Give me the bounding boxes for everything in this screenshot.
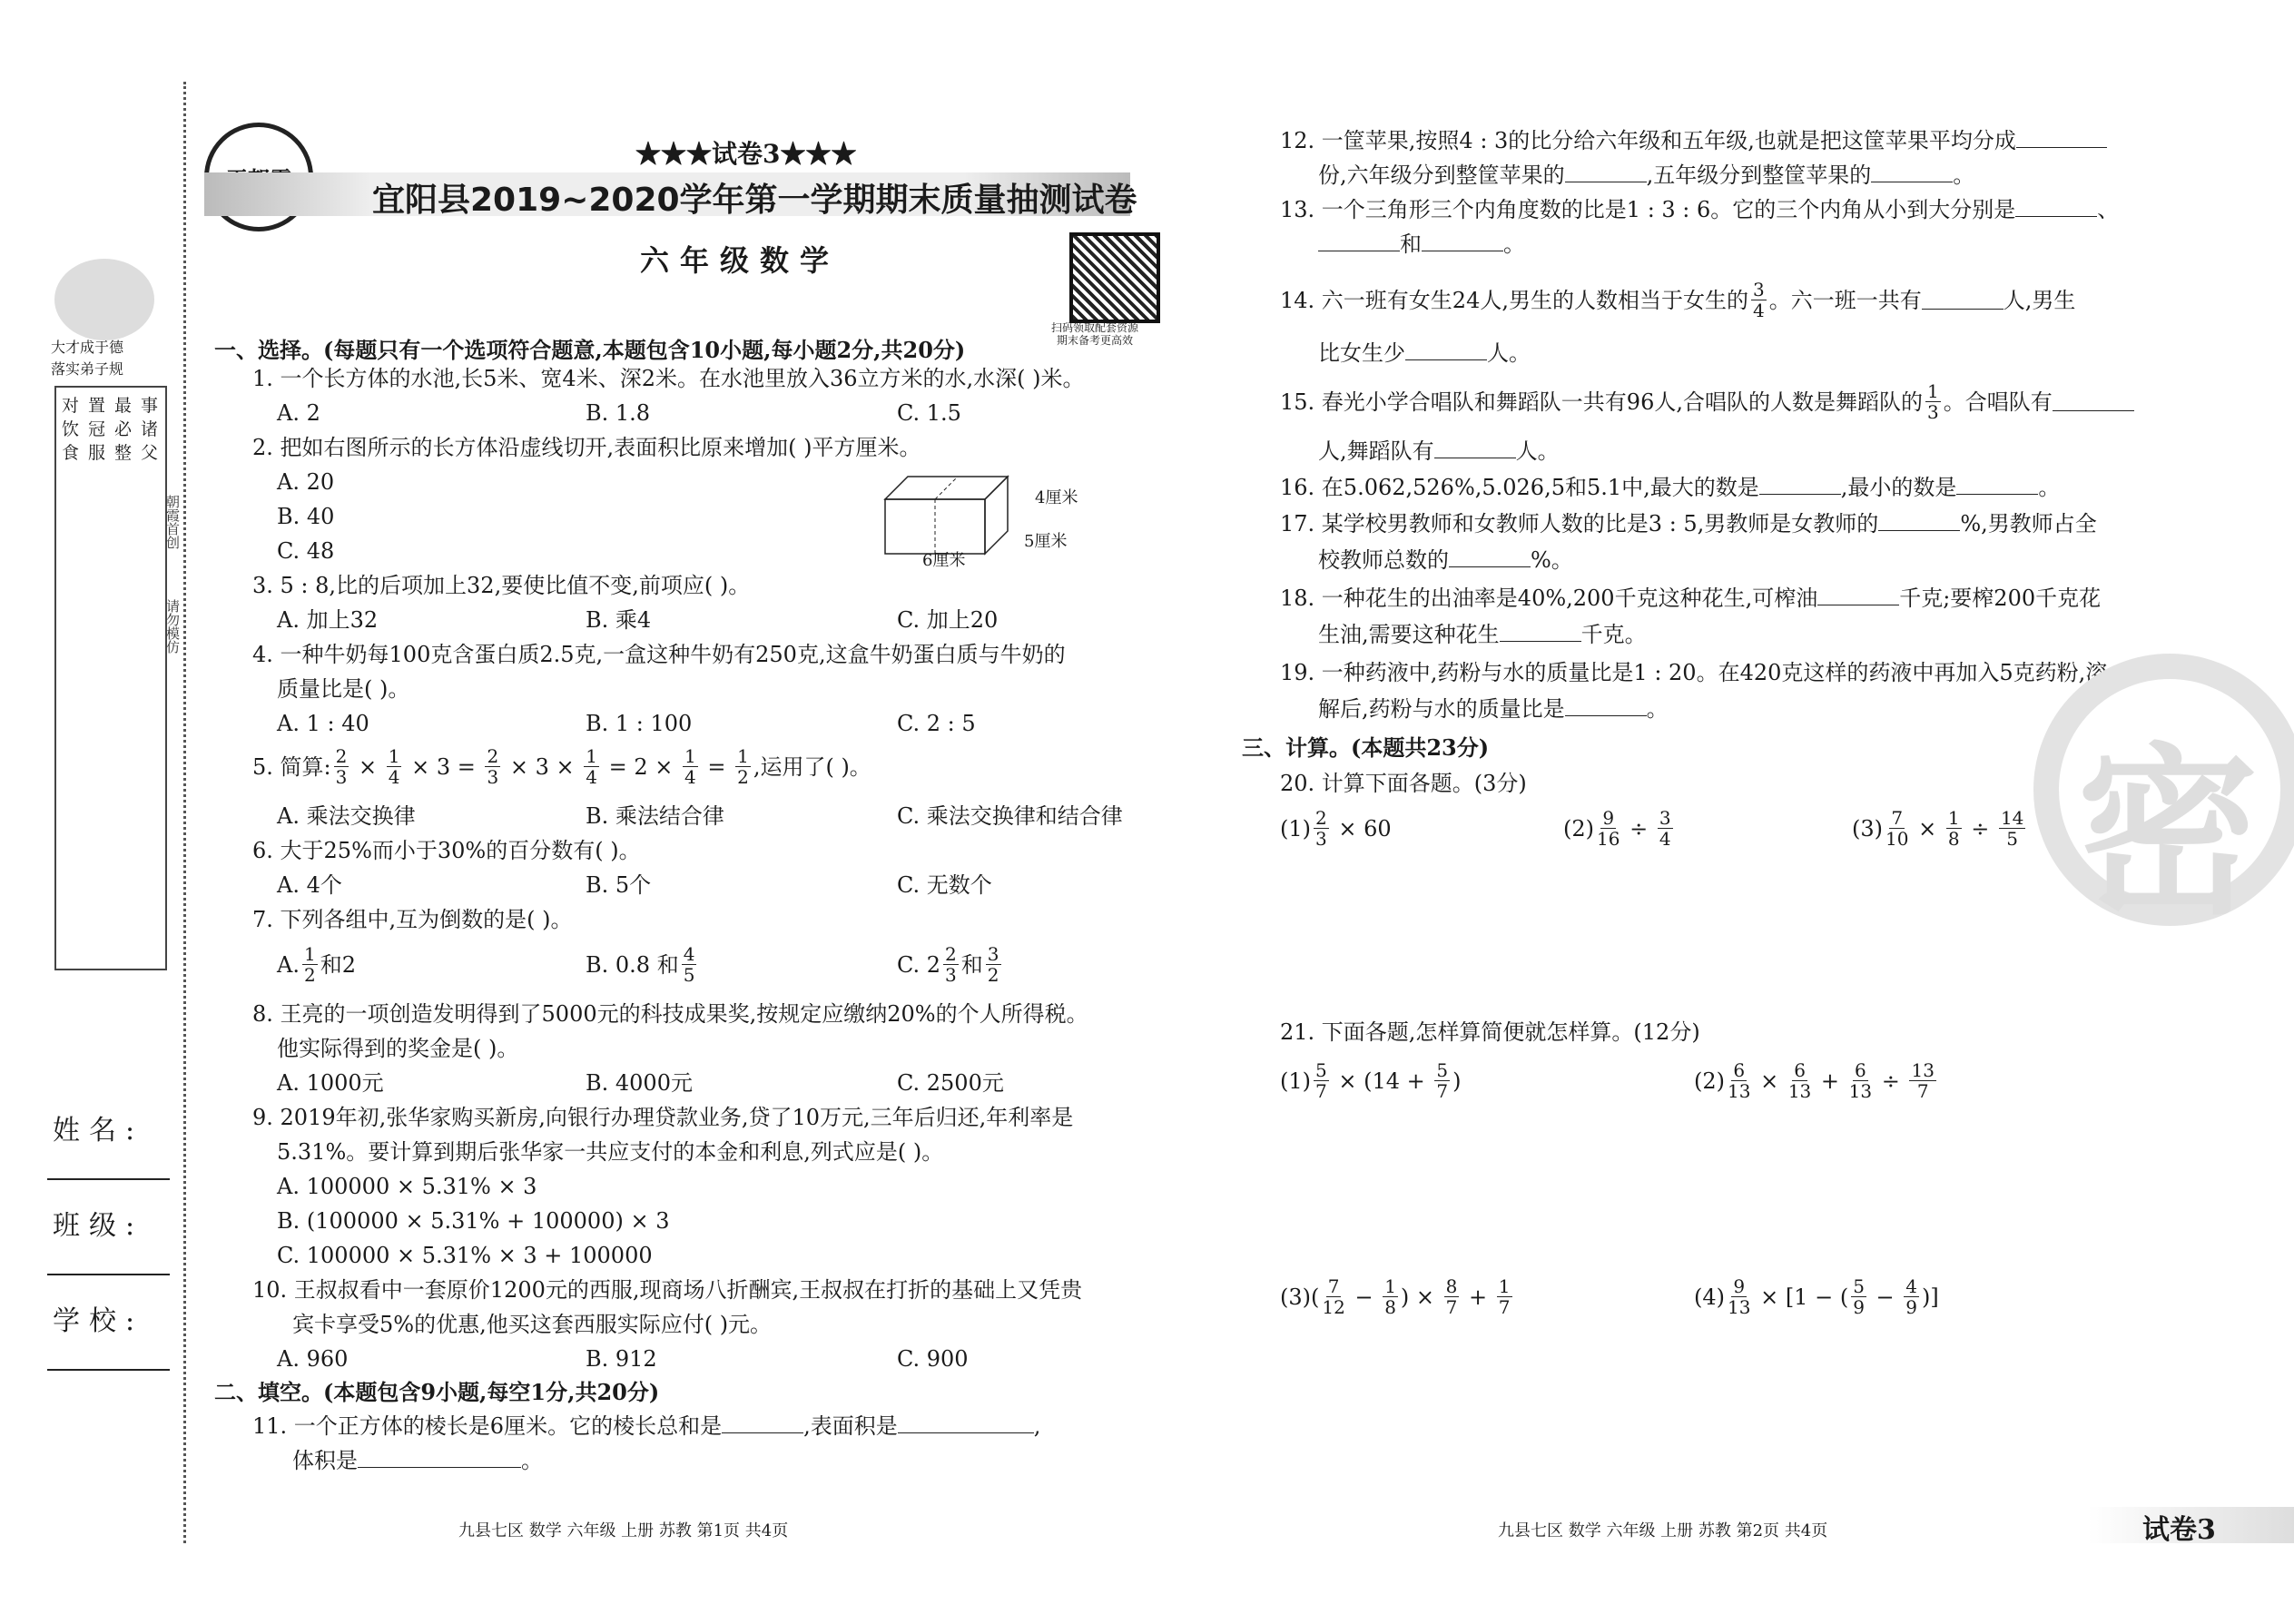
q15-text: 。合唱队有 <box>1943 389 2053 415</box>
fraction: $\frac{1}{4}$ <box>388 745 400 788</box>
q9-line2: 5.31%。要计算到期后张华家一共应支付的本金和利息,列式应是( )。 <box>277 1139 944 1165</box>
q21-item-3: (3)( $\frac{7}{12}$ − $\frac{1}{8}$ ) × $\frac{8}{7}$ + $\frac{1}{7}$ <box>1280 1275 1511 1318</box>
fraction: $\frac{9}{16}$ <box>1597 807 1620 850</box>
q7-a-label: A. <box>277 951 300 978</box>
qr-caption-1: 扫码领取配套资源 <box>1051 321 1139 334</box>
q4-line1: 4. 一种牛奶每100克含蛋白质2.5克,一盒这种牛奶有250克,这盒牛奶蛋白质与牛奶的 <box>252 642 1066 667</box>
q8-option-b[interactable]: B. 4000元 <box>586 1070 693 1096</box>
fig-label-length: 6厘米 <box>922 551 966 570</box>
q11-text: 。 <box>521 1448 543 1473</box>
q6-option-b[interactable]: B. 5个 <box>586 872 652 898</box>
q6-option-c[interactable]: C. 无数个 <box>897 872 992 898</box>
q12-text: 12. 一筐苹果,按照4 : 3的比分给六年级和五年级,也就是把这筐苹果平均分成 <box>1280 128 2016 153</box>
q8-line1: 8. 王亮的一项创造发明得到了5000元的科技成果奖,按规定应缴纳20%的个人所得税。 <box>252 1001 1088 1027</box>
q15-text: 人,舞蹈队有 <box>1318 438 1434 464</box>
answer-blank[interactable] <box>2016 129 2107 148</box>
fraction: $\frac{5}{7}$ <box>1436 1059 1449 1102</box>
motto-char: 饮 <box>62 419 80 439</box>
q7: 7. 下列各组中,互为倒数的是( )。 <box>252 907 573 932</box>
q1-option-b[interactable]: B. 1.8 <box>586 400 651 426</box>
q13-text: 。 <box>1503 231 1525 257</box>
q9-option-a[interactable]: A. 100000 × 5.31% × 3 <box>277 1174 537 1199</box>
motto-char: 诸 <box>141 419 159 439</box>
q7-c-label: C. 2 <box>897 951 941 978</box>
q5-option-c[interactable]: C. 乘法交换律和结合律 <box>897 803 1123 829</box>
section2-heading: 二、填空。(本题包含9小题,每空1分,共20分) <box>214 1379 660 1405</box>
q11-text: 体积是 <box>292 1448 358 1473</box>
q18-text: 千克;要榨200千克花 <box>1899 586 2102 611</box>
q19-text: 解后,药粉与水的质量比是 <box>1318 696 1565 722</box>
q17-text: %,男教师占全 <box>1960 511 2097 536</box>
answer-blank[interactable] <box>1434 439 1516 458</box>
fraction: $\frac{3}{4}$ <box>1659 807 1671 850</box>
q21-item-2: (2) $\frac{6}{13}$ × $\frac{6}{13}$ + $\frac{6}{13}$ ÷ $\frac{13}{7}$ <box>1694 1059 1935 1102</box>
footer-tag: 试卷3 <box>2142 1514 2216 1546</box>
q15-line1 <box>1280 381 2134 422</box>
q10-option-b[interactable]: B. 912 <box>586 1346 657 1372</box>
footer-right: 九县七区 数学 六年级 上册 苏教 第2页 共4页 <box>1498 1521 1828 1540</box>
q10-option-c[interactable]: C. 900 <box>897 1346 969 1372</box>
q10-option-a[interactable]: A. 960 <box>277 1346 349 1372</box>
q17-text: 17. 某学校男教师和女教师人数的比是3 : 5,男教师是女教师的 <box>1280 511 1879 536</box>
q2-option-a[interactable]: A. 20 <box>277 469 335 495</box>
class-field[interactable] <box>47 1274 170 1275</box>
fraction: $\frac{1}{8}$ <box>1384 1275 1396 1318</box>
q18-text: 生油,需要这种花生 <box>1318 622 1500 647</box>
fraction: $\frac{1}{2}$ <box>737 745 749 788</box>
q12-line2 <box>1318 158 1974 192</box>
fraction: $\frac{4}{5}$ <box>683 943 695 986</box>
fraction: $\frac{1}{8}$ <box>1947 807 1960 850</box>
q16 <box>1280 470 2060 505</box>
stamp-char: 密 <box>2077 726 2260 940</box>
q13-text: 、 <box>2097 197 2120 222</box>
q6: 6. 大于25%而小于30%的百分数有( )。 <box>252 838 641 863</box>
q3-option-a[interactable]: A. 加上32 <box>277 607 379 633</box>
q13-text: 13. 一个三角形三个内角度数的比是1 : 3 : 6。它的三个内角从小到大分别是 <box>1280 197 2016 222</box>
answer-blank[interactable] <box>722 1414 803 1433</box>
q14-text: 人,男生 <box>2003 287 2076 313</box>
q19-text: 。 <box>1646 696 1669 722</box>
motto-1: 大才成于德 <box>51 339 124 356</box>
q9-line1: 9. 2019年初,张华家购买新房,向银行办理贷款业务,贷了10万元,三年后归还,年利率是 <box>252 1105 1074 1130</box>
q17-text: 校教师总数的 <box>1318 547 1449 573</box>
q3: 3. 5 : 8,比的后项加上32,要使比值不变,前项应( )。 <box>252 573 751 598</box>
q10-line2: 宾卡享受5%的优惠,他买这套西服实际应付( )元。 <box>292 1312 773 1337</box>
q15-text: 15. 春光小学合唱队和舞蹈队一共有96人,合唱队的人数是舞蹈队的 <box>1280 389 1923 415</box>
motto-box <box>54 386 167 970</box>
q12-line1 <box>1280 123 2107 158</box>
q1: 1. 一个长方体的水池,长5米、宽4米、深2米。在水池里放入36立方米的水,水深( )米。 <box>252 366 1085 391</box>
q4-option-b[interactable]: B. 1 : 100 <box>586 711 693 736</box>
q1-option-a[interactable]: A. 2 <box>277 400 320 426</box>
paper-series: ★★★试卷3★★★ <box>635 139 857 169</box>
answer-blank[interactable] <box>1871 163 1953 182</box>
fraction: $\frac{2}{3}$ <box>487 745 499 788</box>
q14-line1 <box>1280 280 2075 320</box>
answer-blank[interactable] <box>1405 341 1487 360</box>
motto-char: 冠 <box>88 419 106 439</box>
school-field[interactable] <box>47 1369 170 1371</box>
fraction: $\frac{2}{3}$ <box>335 745 348 788</box>
q14-text: 比女生少 <box>1318 340 1405 366</box>
q12-text: ,五年级分到整筐苹果的 <box>1646 162 1872 188</box>
q7-option-b[interactable] <box>586 944 699 985</box>
fraction: $\frac{9}{13}$ <box>1728 1275 1751 1318</box>
q5-option-a[interactable]: A. 乘法交换律 <box>277 803 416 829</box>
q4-option-c[interactable]: C. 2 : 5 <box>897 711 976 736</box>
fraction: $\frac{1}{4}$ <box>586 745 597 788</box>
q8-option-c[interactable]: C. 2500元 <box>897 1070 1004 1096</box>
school-label: 学校: <box>53 1305 144 1337</box>
fig-label-height: 4厘米 <box>1035 488 1078 507</box>
q19-line2 <box>1318 692 1669 726</box>
q11-text: , <box>1033 1413 1041 1439</box>
q14-line2 <box>1318 336 1531 370</box>
footer-left: 九县七区 数学 六年级 上册 苏教 第1页 共4页 <box>458 1521 789 1540</box>
answer-blank[interactable] <box>1318 232 1400 251</box>
answer-blank[interactable] <box>1759 476 1841 495</box>
q21-item-1: (1) $\frac{5}{7}$ × (14 + $\frac{5}{7}$ ) <box>1280 1059 1462 1102</box>
fraction: $\frac{1}{4}$ <box>684 745 696 788</box>
q12-text: 份,六年级分到整筐苹果的 <box>1318 162 1565 188</box>
answer-blank[interactable] <box>1565 697 1647 716</box>
q3-option-c[interactable]: C. 加上20 <box>897 607 999 633</box>
answer-blank[interactable] <box>898 1414 1034 1433</box>
q7-option-a[interactable] <box>277 944 356 985</box>
motto-char: 服 <box>88 443 106 463</box>
q2-option-b[interactable]: B. 40 <box>277 504 335 529</box>
fig-label-width: 5厘米 <box>1024 532 1068 551</box>
answer-blank[interactable] <box>1922 290 2004 310</box>
page-title: 宜阳县2019~2020学年第一学期期末质量抽测试卷 <box>372 182 1137 219</box>
fraction: $\frac{6}{13}$ <box>1787 1059 1812 1102</box>
fraction: $\frac{6}{13}$ <box>1848 1059 1873 1102</box>
answer-blank[interactable] <box>1956 476 2038 495</box>
q15-line2 <box>1318 434 1560 468</box>
q21: 21. 下面各题,怎样算简便就怎样算。(12分) <box>1280 1019 1700 1045</box>
q18-text: 千克。 <box>1580 622 1647 647</box>
answer-blank[interactable] <box>1449 548 1531 567</box>
q2: 2. 把如右图所示的长方体沿虚线切开,表面积比原来增加( )平方厘米。 <box>252 435 921 460</box>
fraction: $\frac{6}{13}$ <box>1728 1059 1751 1102</box>
answer-blank[interactable] <box>2053 392 2134 411</box>
q17-text: %。 <box>1531 547 1573 573</box>
q20: 20. 计算下面各题。(3分) <box>1280 771 1527 796</box>
q6-option-a[interactable]: A. 4个 <box>277 872 342 898</box>
fraction: $\frac{3}{4}$ <box>1752 279 1765 321</box>
motto-char: 父 <box>141 443 159 463</box>
q2-option-c[interactable]: C. 48 <box>277 538 335 564</box>
q16-text: 。 <box>2038 475 2061 500</box>
subtitle: 六年级数学 <box>640 243 841 278</box>
q16-text: 16. 在5.062,526%,5.026,5和5.1中,最大的数是 <box>1280 475 1759 500</box>
q11-line1 <box>252 1409 1040 1443</box>
q5-suffix: ,运用了( )。 <box>753 753 871 780</box>
fraction: $\frac{3}{2}$ <box>987 943 999 986</box>
answer-blank[interactable] <box>1500 623 1581 642</box>
q14-text: 14. 六一班有女生24人,男生的人数相当于女生的 <box>1280 287 1748 313</box>
q7-b-label: B. 0.8 和 <box>586 951 679 978</box>
q4-line2: 质量比是( )。 <box>277 676 410 702</box>
q8-option-a[interactable]: A. 1000元 <box>277 1070 384 1096</box>
q9-option-c[interactable]: C. 100000 × 5.31% × 3 + 100000 <box>277 1243 653 1268</box>
confidential-stamp <box>2033 654 2294 940</box>
q20-item-2: (2) $\frac{9}{16}$ ÷ $\frac{3}{4}$ <box>1563 807 1671 850</box>
class-label: 班级: <box>53 1210 144 1242</box>
q19-line1: 19. 一种药液中,药粉与水的质量比是1 : 20。在420克这样的药液中再加入5克药粉,溶 <box>1280 660 2108 685</box>
answer-blank[interactable] <box>1565 163 1647 182</box>
fraction: $\frac{8}{7}$ <box>1445 1275 1458 1318</box>
name-label: 姓名: <box>53 1115 144 1147</box>
binding-margin <box>0 0 186 1624</box>
q18-text: 18. 一种花生的出油率是40%,200千克这种花生,可榨油 <box>1280 586 1818 611</box>
fraction: $\frac{13}{7}$ <box>1911 1059 1935 1102</box>
fraction: $\frac{2}{3}$ <box>1315 807 1327 850</box>
q13-text: 和 <box>1400 231 1422 257</box>
q21-item-4: (4) $\frac{9}{13}$ × [1 − ( $\frac{5}{9}$ − $\frac{4}{9}$ )] <box>1694 1275 1939 1318</box>
fraction: $\frac{1}{2}$ <box>303 943 316 986</box>
q16-text: ,最小的数是 <box>1840 475 1957 500</box>
mascot-figure <box>54 259 154 340</box>
q5-prefix: 5. 简算: <box>252 753 331 780</box>
q11-text: 11. 一个正方体的棱长是6厘米。它的棱长总和是 <box>252 1413 723 1439</box>
motto-char: 必 <box>114 419 133 439</box>
answer-blank[interactable] <box>1422 232 1503 251</box>
q7-option-c[interactable] <box>897 944 1004 985</box>
answer-blank[interactable] <box>1878 512 1960 531</box>
q10-line1: 10. 王叔叔看中一套原价1200元的西服,现商场八折酬宾,王叔叔在打折的基础上又凭贵 <box>252 1277 1083 1303</box>
qr-code[interactable] <box>1069 232 1160 323</box>
q5-option-b[interactable]: B. 乘法结合律 <box>586 803 724 829</box>
fraction: $\frac{14}{5}$ <box>2000 807 2024 850</box>
q5: 5. 简算: $\frac{2}{3}$ × $\frac{1}{4}$ × 3 = $\frac{2}{3}$ × 3 × $\frac{1}{4}$ = 2 × $\frac{1}{4}$ = $\frac{1}{2}$ ,运用了( )。 <box>252 745 871 788</box>
q4-option-a[interactable]: A. 1 : 40 <box>277 711 369 736</box>
q14-text: 。六一班一共有 <box>1768 287 1922 313</box>
q13-line1 <box>1280 192 2119 227</box>
qr-caption-2: 期末备考更高效 <box>1057 334 1134 347</box>
motto-char: 对 <box>62 396 80 416</box>
q13-line2 <box>1318 227 1525 261</box>
q20-item-1: (1) $\frac{2}{3}$ × 60 <box>1280 807 1392 850</box>
motto-char: 最 <box>114 396 133 416</box>
motto-char: 整 <box>114 443 133 463</box>
q9-option-b[interactable]: B. (100000 × 5.31% + 100000) × 3 <box>277 1208 670 1234</box>
name-field[interactable] <box>47 1178 170 1180</box>
q3-option-b[interactable]: B. 乘4 <box>586 607 652 633</box>
q20-item-3: (3) $\frac{7}{10}$ × $\frac{1}{8}$ ÷ $\frac{14}{5}$ <box>1852 807 2024 850</box>
fraction: $\frac{5}{7}$ <box>1315 1059 1327 1102</box>
fraction: $\frac{2}{3}$ <box>945 943 957 986</box>
fraction: $\frac{7}{12}$ <box>1322 1275 1345 1318</box>
q7-c-and: 和 <box>960 951 983 978</box>
side-note-2: 请勿模仿 <box>164 599 181 654</box>
fraction: $\frac{4}{9}$ <box>1905 1275 1918 1318</box>
q17-line1 <box>1280 507 2097 541</box>
q14-text: 人。 <box>1487 340 1531 366</box>
fraction: $\frac{1}{3}$ <box>1926 380 1939 423</box>
answer-blank[interactable] <box>358 1449 521 1468</box>
motto-char: 置 <box>88 396 106 416</box>
section3-heading: 三、计算。(本题共23分) <box>1242 734 1490 761</box>
q8-line2: 他实际得到的奖金是( )。 <box>277 1036 519 1061</box>
q11-line2 <box>292 1443 543 1478</box>
q7-a-rest: 和2 <box>320 951 356 978</box>
motto-2: 落实弟子规 <box>51 360 124 378</box>
motto-char: 食 <box>62 443 80 463</box>
motto-char: 事 <box>141 396 159 416</box>
answer-blank[interactable] <box>1817 586 1899 605</box>
section1-heading: 一、选择。(每题只有一个选项符合题意,本题包含10小题,每小题2分,共20分) <box>214 337 966 363</box>
fraction: $\frac{7}{10}$ <box>1885 807 1909 850</box>
q1-option-c[interactable]: C. 1.5 <box>897 400 961 426</box>
cut-line <box>183 82 186 1543</box>
answer-blank[interactable] <box>2015 198 2097 217</box>
q11-text: ,表面积是 <box>803 1413 898 1439</box>
q17-line2 <box>1318 543 1573 577</box>
q12-text: 。 <box>1953 162 1975 188</box>
q15-text: 人。 <box>1515 438 1560 464</box>
q18-line2 <box>1318 617 1647 652</box>
q18-line1 <box>1280 581 2101 615</box>
side-note-1: 朝霞首创 <box>164 495 181 549</box>
fraction: $\frac{5}{9}$ <box>1853 1275 1865 1318</box>
fraction: $\frac{1}{7}$ <box>1498 1275 1511 1318</box>
